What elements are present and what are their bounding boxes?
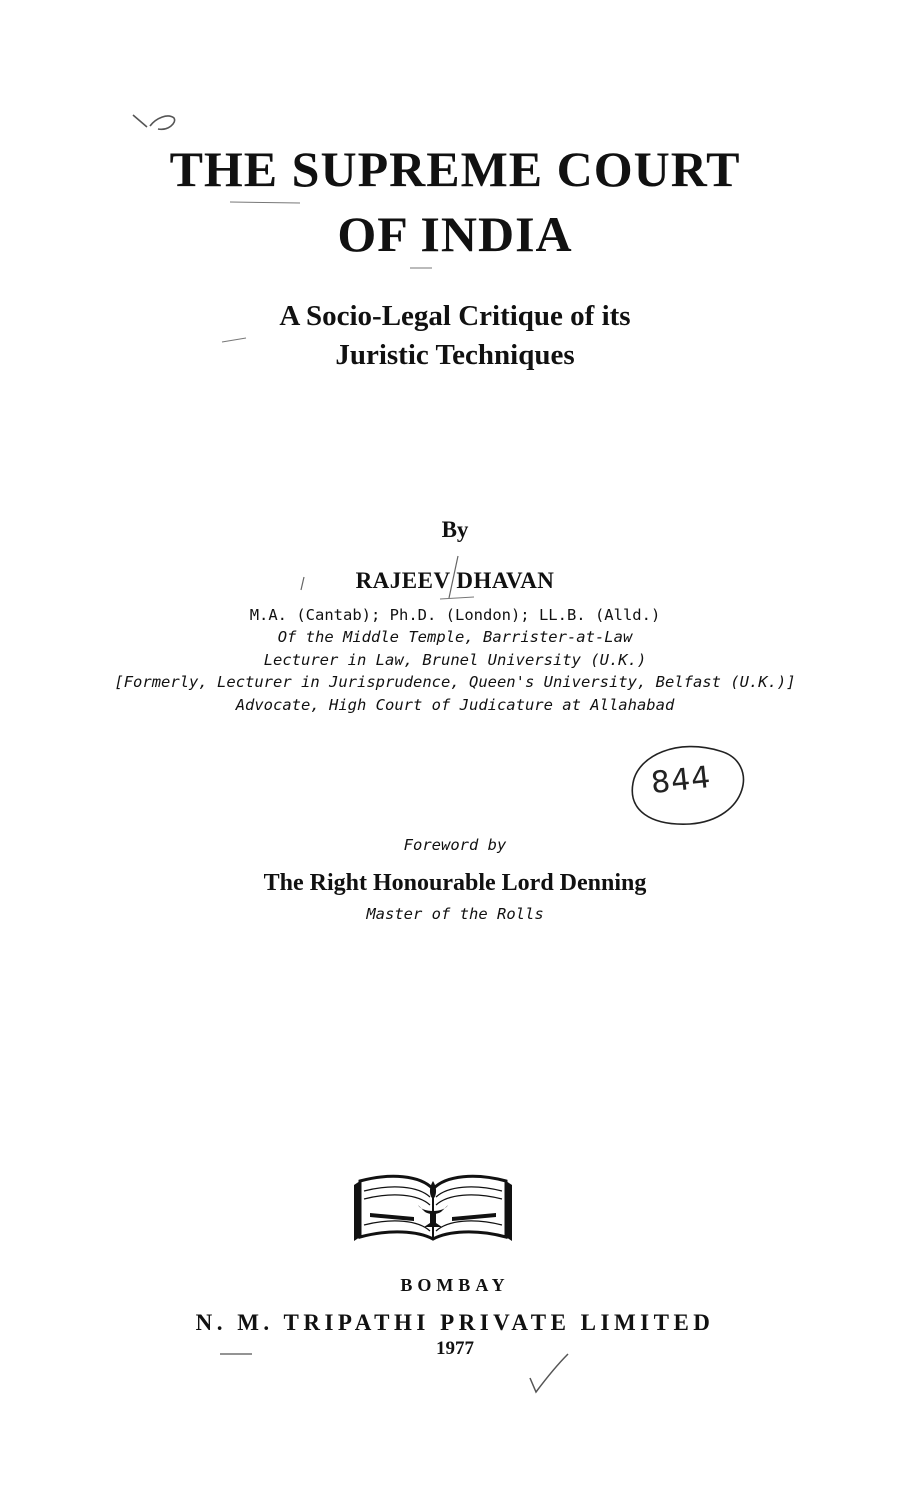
author-credential: Lecturer in Law, Brunel University (U.K.): [263, 651, 647, 669]
publisher-name: N. M. TRIPATHI PRIVATE LIMITED: [195, 1310, 715, 1335]
subtitle-line-1: A Socio-Legal Critique of its: [279, 300, 631, 332]
by-label: By: [441, 517, 469, 542]
author-name: RAJEEV DHAVAN: [355, 568, 555, 593]
publication-year: 1977: [436, 1338, 474, 1359]
pencil-tick-mark: [133, 115, 175, 129]
publisher-logo-icon: [350, 1167, 516, 1249]
subtitle-line-2: Juristic Techniques: [335, 339, 575, 371]
author-credential: Of the Middle Temple, Barrister-at-Law: [277, 628, 633, 646]
author-credential: [Formerly, Lecturer in Jurisprudence, Queen's University, Belfast (U.K.)]: [114, 673, 796, 691]
publisher-city: BOMBAY: [400, 1275, 510, 1295]
foreword-author-role: Master of the Rolls: [366, 905, 544, 923]
foreword-label: Foreword by: [403, 836, 507, 854]
pencil-underline: [230, 202, 300, 203]
author-credential: Advocate, High Court of Judicature at Allahabad: [235, 696, 675, 714]
foreword-author: The Right Honourable Lord Denning: [263, 870, 647, 896]
handwritten-number: 844: [649, 759, 713, 802]
author-credential: M.A. (Cantab); Ph.D. (London); LL.B. (Alld.): [249, 606, 661, 624]
book-title-line-1: THE SUPREME COURT: [169, 141, 741, 197]
book-title-line-2: OF INDIA: [337, 206, 573, 262]
pencil-underline: [440, 597, 474, 599]
